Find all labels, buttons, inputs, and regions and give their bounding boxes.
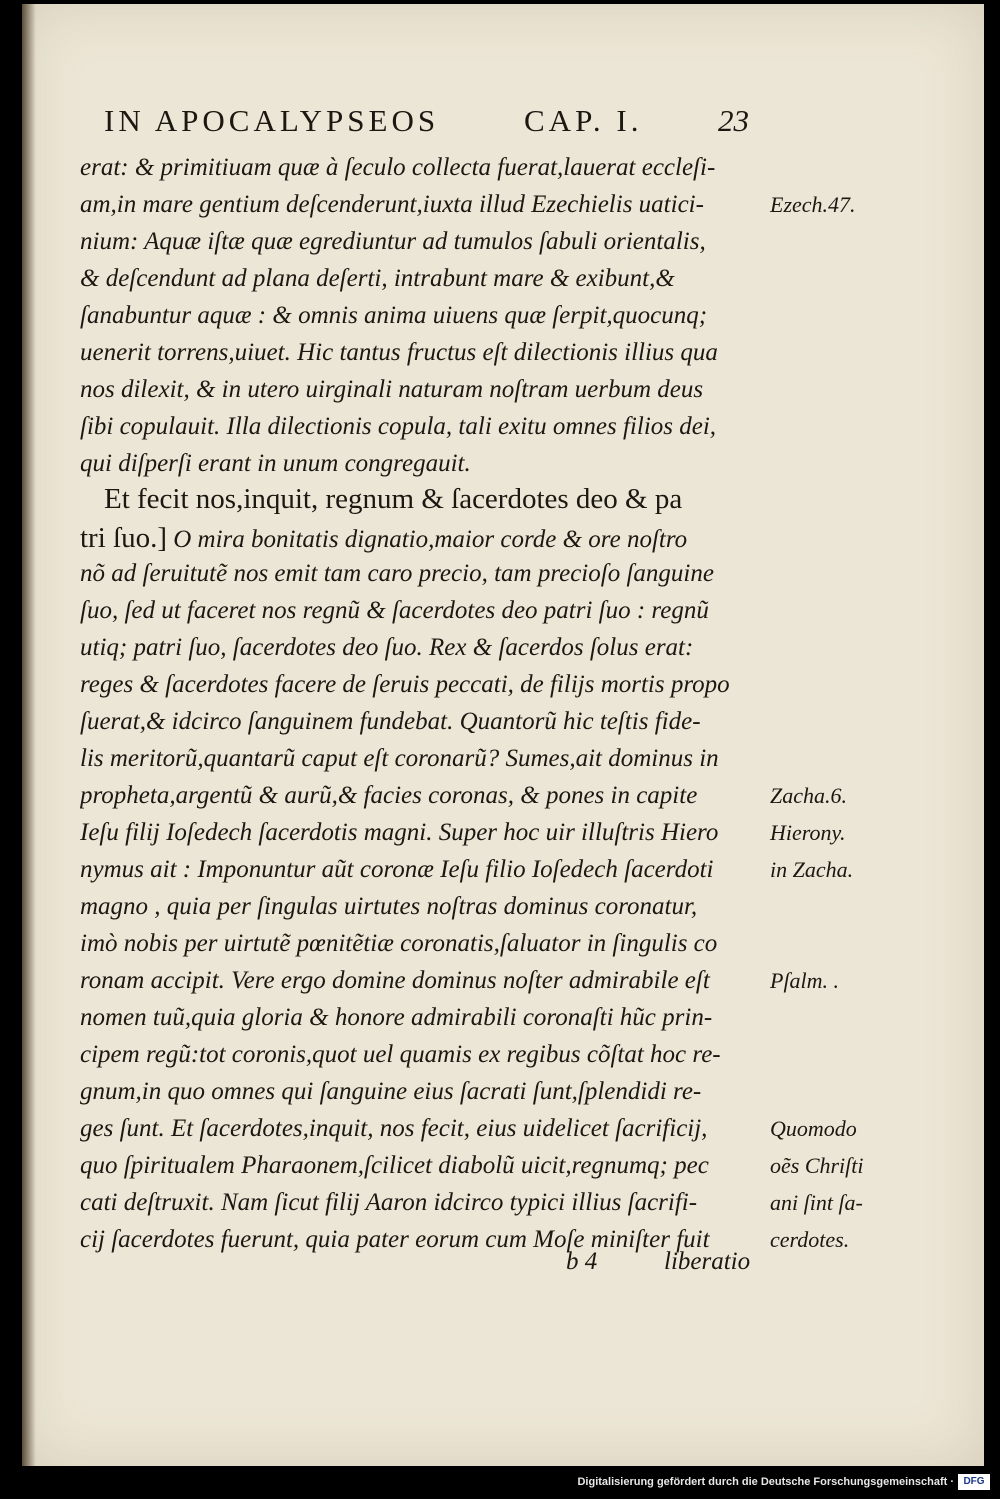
text-line: ſibi copulauit. Illa dilectionis copula, tali exitu omnes filios dei,	[80, 413, 717, 440]
commentary-text: O mira bonitatis dignatio,maior corde & ore noſtro	[167, 526, 688, 553]
text-line: erat: & primitiuam quæ à ſeculo collecta fuerat,lauerat eccleſi-	[80, 154, 716, 181]
margin-note-quomodo: Quomodo	[770, 1116, 857, 1141]
text-line: nymus ait : Imponuntur aũt coronæ Ieſu filio Ioſedech ſacerdoti	[80, 856, 714, 883]
text-line: ſuerat,& idcirco ſanguinem fundebat. Quantorũ hic teſtis fide-	[80, 708, 701, 735]
lemma-line	[80, 517, 780, 559]
margin-note-hieronymus: Hierony.	[770, 820, 846, 845]
running-head-title: IN APOCALYPSEOS	[104, 103, 440, 138]
catchword: liberatio	[664, 1248, 751, 1275]
running-head	[104, 103, 764, 143]
text-line: qui diſperſi erant in unum congregauit.	[80, 450, 471, 477]
text-line: lis meritorũ,quantarũ caput eſt coronarũ? Sumes,ait dominus in	[80, 745, 719, 772]
text-line: propheta,argentũ & aurũ,& facies coronas, & pones in capite	[80, 782, 698, 809]
text-line: cati deſtruxit. Nam ſicut filij Aaron idcirco typici illius ſacrifi-	[80, 1189, 698, 1216]
text-line: nos dilexit, & in utero uirginali naturam noſtram uerbum deus	[80, 376, 704, 403]
text-line: ronam accipit. Vere ergo domine dominus noſter admirabile eſt	[80, 967, 710, 994]
text-line: nium: Aquæ iſtæ quæ egrediuntur ad tumulos ſabuli orientalis,	[80, 228, 706, 255]
text-line: ſuo, ſed ut faceret nos regnũ & ſacerdotes deo patri ſuo : regnũ	[80, 597, 709, 624]
lemma-text: Et fecit nos,inquit, regnum & ſacerdotes deo & pa	[104, 483, 683, 515]
text-line: cij ſacerdotes fuerunt, quia pater eorum cum Moſe miniſter fuit	[80, 1226, 710, 1253]
funding-text: Digitalisierung gefördert durch die Deutsche Forschungsgemeinschaft ·	[577, 1476, 954, 1488]
text-line: quo ſpiritualem Pharaonem,ſcilicet diabolũ uicit,regnumq; pec	[80, 1152, 709, 1179]
text-line: ſanabuntur aquæ : & omnis anima uiuens quæ ſerpit,quocunq;	[80, 302, 708, 329]
margin-note-ezechiel: Ezech.47.	[770, 192, 856, 217]
text-line: & deſcendunt ad plana deſerti, intrabunt mare & exibunt,&	[80, 265, 675, 292]
folio-number: 23	[718, 103, 749, 138]
text-line: imò nobis per uirtutẽ pœnitẽtiæ coronatis,ſaluator in ſingulis co	[80, 930, 718, 957]
margin-note-oes: oẽs Chriſti	[770, 1153, 864, 1178]
text-line: ges ſunt. Et ſacerdotes,inquit, nos fecit, eius uidelicet ſacrificij,	[80, 1115, 708, 1142]
lemma-line	[104, 478, 804, 520]
text-line: gnum,in quo omnes qui ſanguine eius ſacrati ſunt,ſplendidi re-	[80, 1078, 702, 1105]
text-line: Ieſu filij Ioſedech ſacerdotis magni. Super hoc uir illuſtris Hiero	[80, 819, 719, 846]
text-line: uenerit torrens,uiuet. Hic tantus fructus eſt dilectionis illius qua	[80, 339, 718, 366]
margin-note-psalm: Pſalm. .	[770, 968, 840, 993]
running-head-chapter: CAP. I.	[524, 103, 643, 138]
margin-note-cerdotes: cerdotes.	[770, 1227, 850, 1252]
lemma-text-end: tri ſuo.]	[80, 522, 167, 554]
text-line: magno , quia per ſingulas uirtutes noſtras dominus coronatur,	[80, 893, 698, 920]
signature-mark: b 4	[566, 1248, 598, 1275]
text-line: reges & ſacerdotes facere de ſeruis peccati, de filijs mortis propo	[80, 671, 730, 698]
margin-note-in-zacha: in Zacha.	[770, 857, 854, 882]
page-gutter-shadow	[22, 4, 36, 1466]
text-line: am,in mare gentium deſcenderunt,iuxta illud Ezechielis uatici-	[80, 191, 704, 218]
text-line: nomen tuũ,quia gloria & honore admirabili coronaſti hũc prin-	[80, 1004, 713, 1031]
margin-note-ani: ani ſint ſa-	[770, 1190, 863, 1215]
text-line: cipem regũ:tot coronis,quot uel quamis ex regibus cõſtat hoc re-	[80, 1041, 721, 1068]
text-line: nõ ad ſeruitutẽ nos emit tam caro precio, tam precioſo ſanguine	[80, 560, 714, 587]
funding-banner	[0, 1466, 1000, 1499]
dfg-logo: DFG	[958, 1474, 990, 1490]
margin-note-zacharias: Zacha.6.	[770, 783, 847, 808]
text-line: utiq; patri ſuo, ſacerdotes deo ſuo. Rex & ſacerdos ſolus erat:	[80, 634, 694, 661]
